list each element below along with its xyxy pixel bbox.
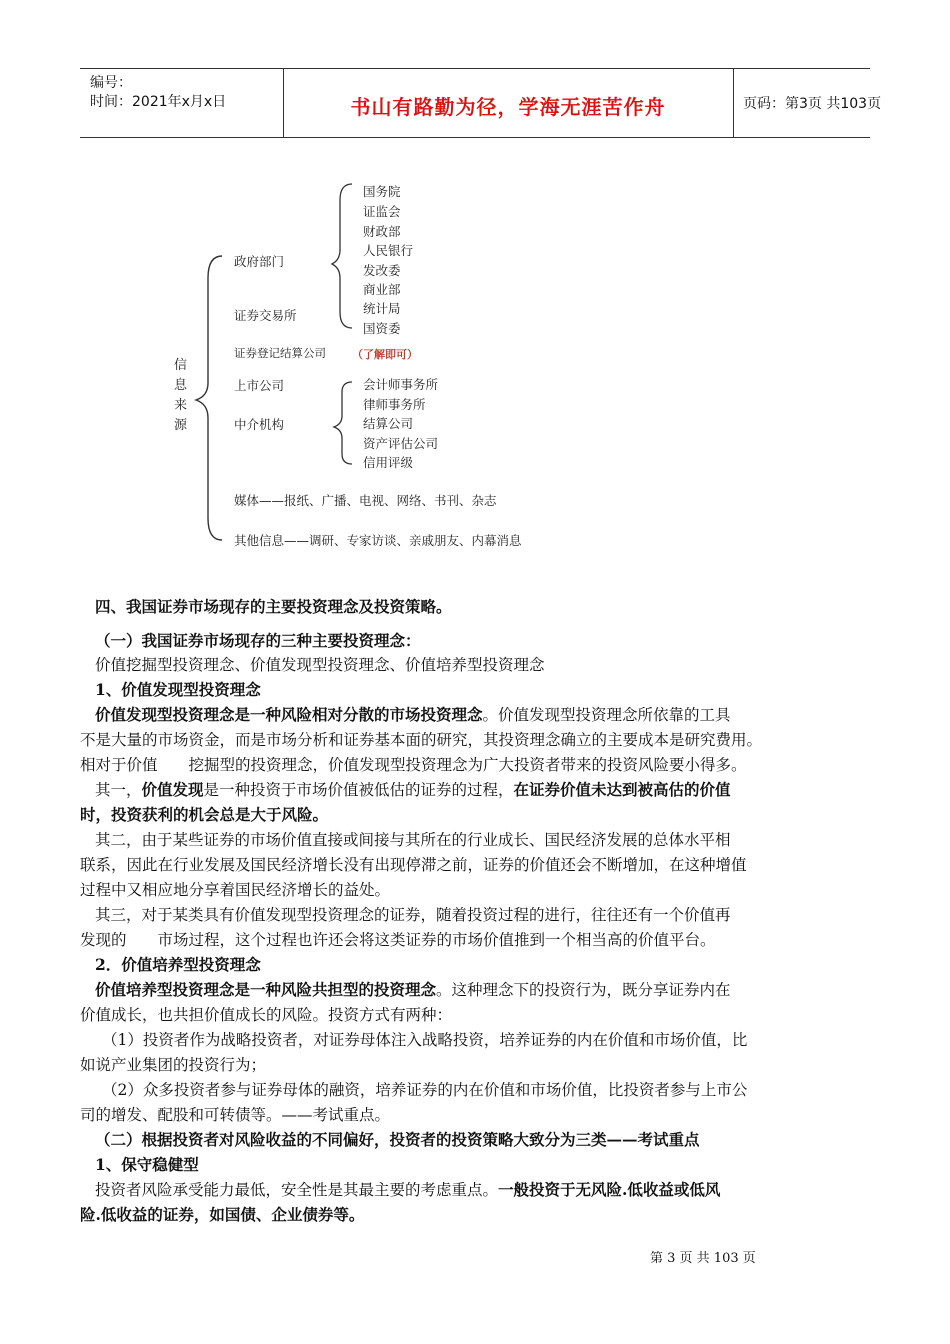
intermediary-item: 信用评级: [363, 455, 414, 470]
paragraph-6-line-1: （1）投资者作为战略投资者，对证券母体注入战略投资，培养证券的内在价值和市场价值，比: [102, 1031, 748, 1049]
paragraph-8-line-2: 险.低收益的证券，如国债、企业债券等。: [80, 1205, 365, 1224]
page-info: 页码：第3页 共103页: [743, 96, 882, 112]
branch-listed: 上市公司: [234, 378, 285, 393]
paragraph-3-line-3: 过程中又相应地分享着国民经济增长的益处。: [80, 881, 391, 899]
paragraph-1-line-1: 价值发现型投资理念是一种风险相对分散的市场投资理念。价值发现型投资理念所依靠的工具: [95, 705, 731, 724]
gov-item: 发改委: [363, 263, 401, 278]
gov-brace: [332, 184, 352, 328]
number-label: 编号：: [90, 75, 132, 91]
section-4-title: 四、我国证券市场现存的主要投资理念及投资策略。: [95, 597, 452, 616]
clearing-note: （了解即可）: [352, 348, 418, 361]
gov-item: 商业部: [363, 282, 401, 297]
paragraph-5-line-1: 价值培养型投资理念是一种风险共担型的投资理念。这种理念下的投资行为，既分享证券内在: [95, 980, 731, 999]
gov-item: 统计局: [363, 301, 401, 316]
paragraph-3-line-1: 其二，由于某些证券的市场价值直接或间接与其所在的行业成长、国民经济发展的总体水平相: [95, 831, 731, 849]
paragraph-1-line-3: 相对于价值 挖掘型的投资理念，价值发现型投资理念为广大投资者带来的投资风险要小得多。: [80, 756, 747, 774]
paragraph-6-line-2: 如说产业集团的投资行为；: [80, 1056, 267, 1074]
header-right-cell: [733, 69, 882, 137]
date-label: 时间：2021年x月x日: [90, 94, 227, 110]
subsection-1-title: 1、价值发现型投资理念: [95, 680, 261, 699]
section-4-1-list: 价值挖掘型投资理念、价值发现型投资理念、价值培养型投资理念: [95, 656, 545, 674]
paragraph-8-line-1: 投资者风险承受能力最低，安全性是其最主要的考虑重点。一般投资于无风险.低收益或低风: [95, 1180, 721, 1199]
paragraph-7-line-1: （2）众多投资者参与证券母体的融资，培养证券的内在价值和市场价值，比投资者参与上市公: [102, 1081, 748, 1099]
intermediary-item: 资产评估公司: [363, 436, 439, 451]
gov-item: 国资委: [363, 321, 401, 336]
section-4-1-title: （一）我国证券市场现存的三种主要投资理念：: [95, 631, 421, 650]
branch-intermediary: 中介机构: [234, 417, 285, 432]
header-middle-cell: [283, 69, 734, 137]
gov-item: 国务院: [363, 184, 401, 199]
paragraph-2-line-2: 时，投资获利的机会总是大于风险。: [80, 805, 329, 824]
page-header: [80, 68, 882, 138]
branch-other: 其他信息——调研、专家访谈、亲戚朋友、内幕消息: [234, 533, 522, 548]
header-left-cell: [80, 69, 284, 137]
paragraph-1-line-2: 不是大量的市场资金，而是市场分析和证券基本面的研究，其投资理念确立的主要成本是研究费用。: [80, 731, 763, 749]
subsection-3-title: 1、保守稳健型: [95, 1155, 199, 1174]
branch-exchange: 证券交易所: [234, 308, 297, 323]
gov-item: 人民银行: [363, 243, 414, 258]
paragraph-4-line-1: 其三，对于某类具有价值发现型投资理念的证券，随着投资过程的进行，往往还有一个价值再: [95, 906, 731, 924]
section-4-2-title: （二）根据投资者对风险收益的不同偏好，投资者的投资策略大致分为三类——考试重点: [95, 1130, 700, 1149]
branch-clearing: 证券登记结算公司: [234, 346, 326, 360]
paragraph-4-line-2: 发现的 市场过程，这个过程也许还会将这类证券的市场价值推到一个相当高的价值平台。: [80, 931, 716, 949]
intermediary-item: 结算公司: [363, 416, 414, 431]
page-footer: 第 3 页 共 103 页: [650, 1251, 756, 1266]
subsection-2-title: 2．价值培养型投资理念: [95, 955, 261, 974]
info-source-diagram: [160, 178, 600, 558]
intermediary-item: 会计师事务所: [363, 377, 439, 392]
gov-item: 财政部: [363, 224, 401, 239]
paragraph-5-line-2: 价值成长，也共担价值成长的风险。投资方式有两种：: [80, 1006, 453, 1024]
paragraph-7-line-2: 司的增发、配股和可转债等。——考试重点。: [80, 1106, 391, 1124]
motto: 书山有路勤为径，学海无涯苦作舟: [350, 95, 666, 119]
branch-media: 媒体——报纸、广播、电视、网络、书刊、杂志: [234, 493, 497, 508]
paragraph-2-line-1: 其一，价值发现是一种投资于市场价值被低估的证券的过程，在证券价值未达到被高估的价值: [95, 780, 731, 799]
intermediary-brace: [334, 382, 352, 464]
paragraph-3-line-2: 联系，因此在行业发展及国民经济增长没有出现停滞之前，证券的价值还会不断增加，在这种增值: [80, 856, 747, 874]
root-label: 信息来源: [174, 358, 188, 433]
gov-item: 证监会: [363, 204, 401, 219]
main-brace: [196, 256, 222, 540]
intermediary-item: 律师事务所: [363, 397, 426, 412]
branch-gov: 政府部门: [234, 254, 285, 269]
